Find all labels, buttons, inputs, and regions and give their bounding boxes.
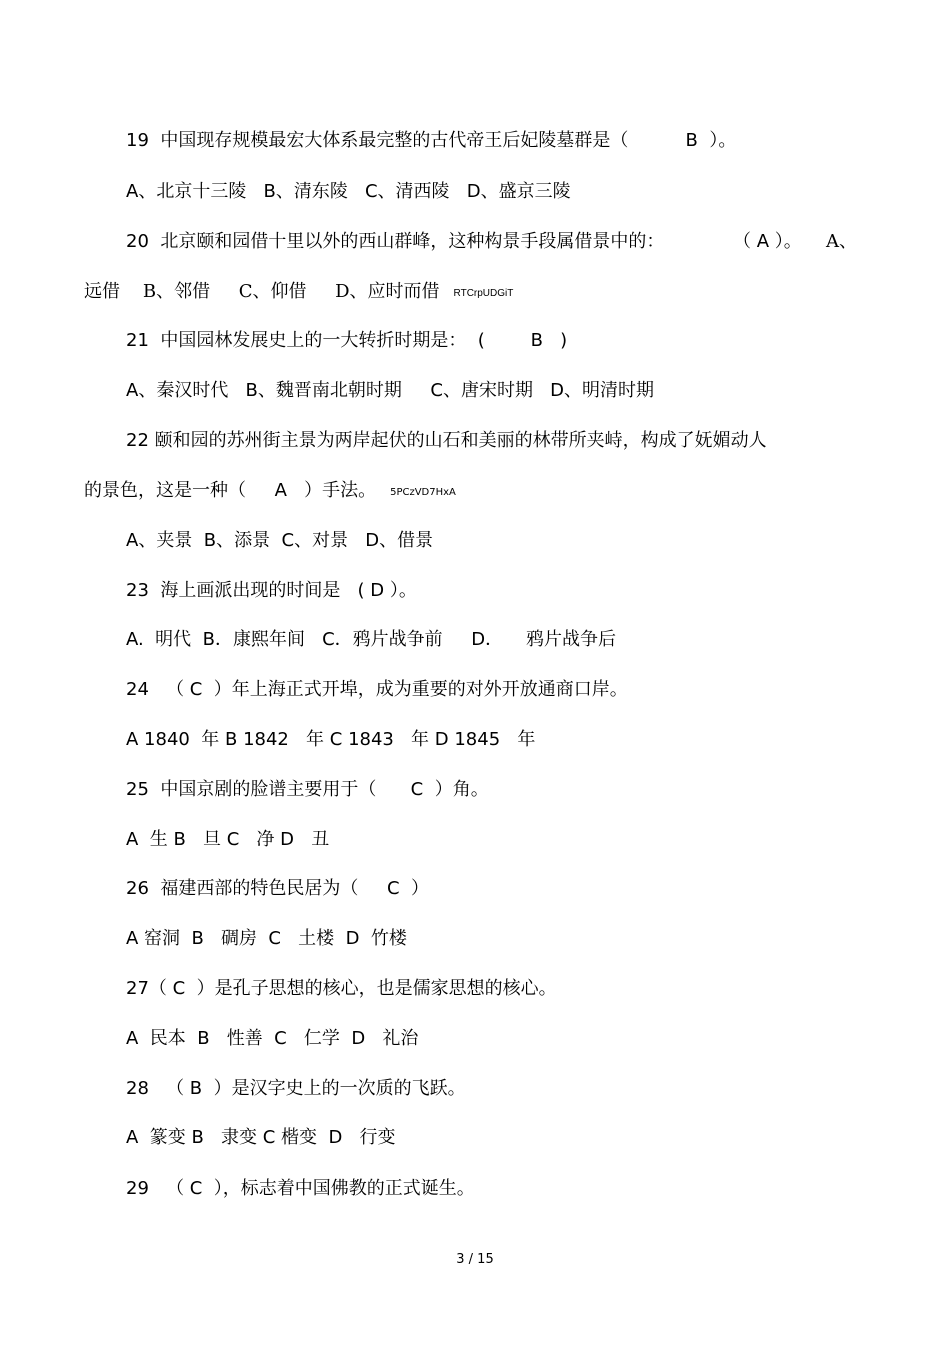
options-22: A、夹景 B、添景 C、对景 D、借景 [126,530,434,551]
watermark-code: RTCrpUDGiT [453,288,514,299]
question-24: 24 （ C ）年上海正式开埠，成为重要的对外开放通商口岸。 [126,679,628,700]
options-20 [84,280,513,304]
question-22-cont-text: 的景色，这是一种（ A ）手法。 [84,480,377,501]
question-25: 25 中国京剧的脸谱主要用于（ C ）角。 [126,779,489,800]
question-19: 19 中国现存规模最宏大体系最完整的古代帝王后妃陵墓群是（ B ）。 [126,130,737,151]
watermark-code: 5PCzVD7HxA [390,487,456,498]
question-20: 20 北京颐和园借十里以外的西山群峰，这种构景手段属借景中的： （ A ）。 [126,231,802,252]
page-number: 3 / 15 [456,1252,494,1267]
options-25: A 生 B 旦 C 净 D 丑 [126,829,330,850]
question-22-cont [84,479,456,503]
question-20-option-a: A、 [826,231,857,252]
options-28: A 篆变 B 隶变 C 楷变 D 行变 [126,1127,396,1148]
options-24: A 1840 年 B 1842 年 C 1843 年 D 1845 年 [126,729,536,750]
question-28: 28 （ B ）是汉字史上的一次质的飞跃。 [126,1078,466,1099]
question-23: 23 海上画派出现的时间是 ( D ）。 [126,580,417,601]
options-26: A 窑洞 B 碉房 C 土楼 D 竹楼 [126,928,407,949]
question-21: 21 中国园林发展史上的一大转折时期是： ( B ) [126,330,568,351]
options-21: A、秦汉时代 B、魏晋南北朝时期 C、唐宋时期 D、明清时期 [126,380,655,401]
question-29: 29 （ C ），标志着中国佛教的正式诞生。 [126,1178,475,1199]
question-22: 22 颐和园的苏州街主景为两岸起伏的山石和美丽的林带所夹峙，构成了妩媚动人 [126,430,767,451]
options-23: A. 明代 B．康熙年间 C．鸦片战争前 D． 鸦片战争后 [126,629,617,650]
options-19: A、北京十三陵 B、清东陵 C、清西陵 D、盛京三陵 [126,181,571,202]
options-20-text: 远借 B、邻借 C、仰借 D、应时而借 [84,281,440,302]
question-27: 27（ C ）是孔子思想的核心，也是儒家思想的核心。 [126,978,557,999]
question-26: 26 福建西部的特色民居为（ C ） [126,878,429,899]
options-27: A 民本 B 性善 C 仁学 D 礼治 [126,1028,419,1049]
